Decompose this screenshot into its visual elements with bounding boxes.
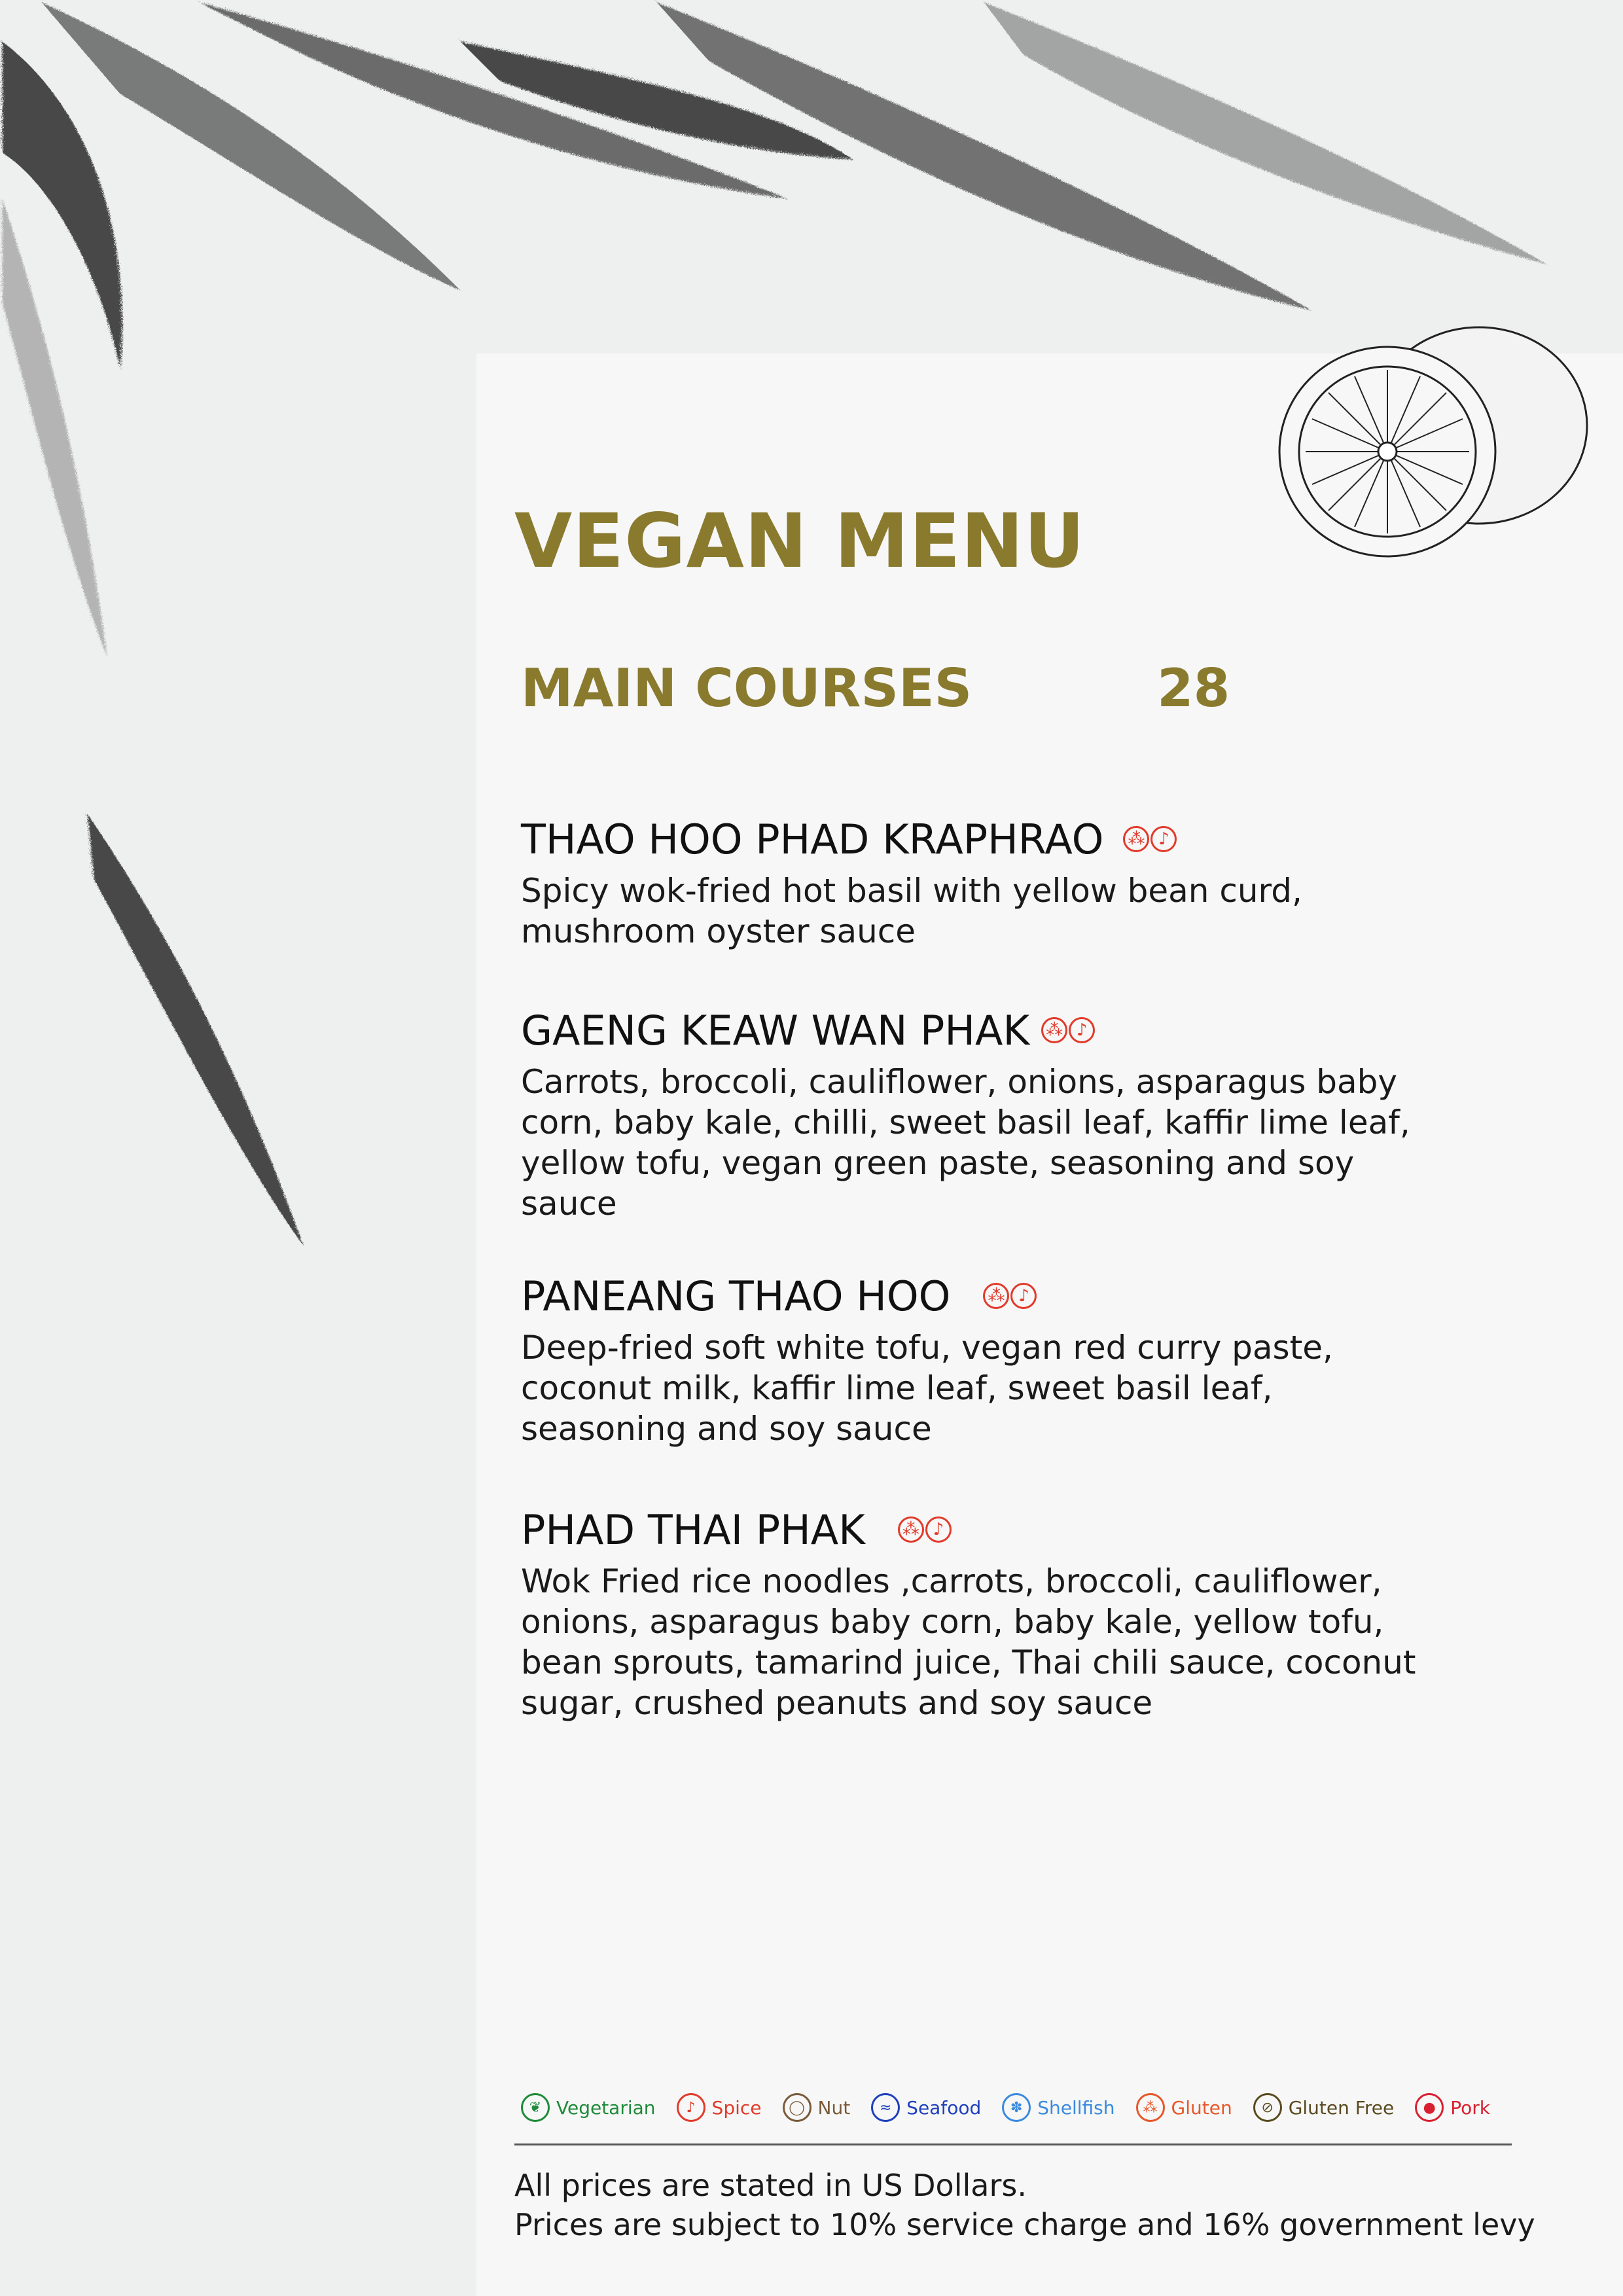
spice-icon: ♪	[1069, 1017, 1095, 1043]
allergen-legend	[521, 2088, 1516, 2127]
legend-gluten-free: ⊘ Gluten Free	[1253, 2093, 1395, 2122]
gluten-icon: ⁂	[898, 1516, 924, 1543]
item-description: Deep-fried soft white tofu, vegan red curry paste, coconut milk, kaffir lime leaf, sweet basil leaf, seasoning and soy sauce	[521, 1329, 1333, 1448]
footer-divider	[514, 2144, 1512, 2145]
legend-shellfish: ✽ Shellfish	[1002, 2093, 1115, 2122]
page-title: VEGAN MENU	[514, 497, 1086, 584]
item-description: Wok Fried rice noodles ,carrots, broccoli, cauliflower, onions, asparagus baby corn, baby kale, yellow tofu, bean sprouts, tamarind juice, Thai chili sauce, coconut sugar, crushed peanuts and soy sauce	[521, 1562, 1416, 1722]
item-description: Carrots, broccoli, cauliflower, onions, asparagus baby corn, baby kale, chilli, sweet basil leaf, kaffir lime leaf, yellow tofu, vegan green paste, seasoning and soy sauce	[521, 1063, 1410, 1223]
legend-gluten: ⁂ Gluten	[1136, 2093, 1232, 2122]
legend-seafood: ≈ Seafood	[871, 2093, 981, 2122]
item-name: THAO HOO PHAD KRAPHRAO	[521, 815, 1104, 863]
spice-icon: ♪	[1150, 826, 1177, 852]
menu-item	[521, 1270, 1437, 1449]
footer-currency-note: All prices are stated in US Dollars.	[514, 2168, 1027, 2203]
shellfish-icon: ✽	[1002, 2093, 1031, 2122]
lime-illustration	[1257, 314, 1597, 589]
item-name: PHAD THAI PHAK	[521, 1505, 865, 1554]
legend-nut: ◯ Nut	[783, 2093, 851, 2122]
item-name: GAENG KEAW WAN PHAK	[521, 1006, 1030, 1054]
section-price: 28	[1157, 658, 1230, 719]
footer-charges-note: Prices are subject to 10% service charge and 16% government levy	[514, 2207, 1535, 2242]
item-description: Spicy wok-fried hot basil with yellow bean curd, mushroom oyster sauce	[521, 872, 1302, 950]
menu-item	[521, 1004, 1437, 1224]
legend-spice: ♪ Spice	[677, 2093, 762, 2122]
section-title: MAIN COURSES	[521, 658, 972, 719]
item-name: PANEANG THAO HOO	[521, 1272, 951, 1320]
menu-item	[521, 813, 1437, 952]
seafood-icon: ≈	[871, 2093, 900, 2122]
spice-icon: ♪	[925, 1516, 952, 1543]
legend-pork: ● Pork	[1415, 2093, 1490, 2122]
gluten-icon: ⁂	[1123, 826, 1149, 852]
gluten-icon: ⁂	[983, 1283, 1009, 1309]
spice-icon: ♪	[677, 2093, 705, 2122]
vegetarian-icon: ❦	[521, 2093, 550, 2122]
pork-icon: ●	[1415, 2093, 1444, 2122]
gluten-icon: ⁂	[1041, 1017, 1067, 1043]
spice-icon: ♪	[1010, 1283, 1037, 1309]
legend-vegetarian: ❦ Vegetarian	[521, 2093, 656, 2122]
nut-icon: ◯	[783, 2093, 812, 2122]
gluten-free-icon: ⊘	[1253, 2093, 1282, 2122]
menu-item	[521, 1503, 1437, 1723]
gluten-icon: ⁂	[1136, 2093, 1165, 2122]
